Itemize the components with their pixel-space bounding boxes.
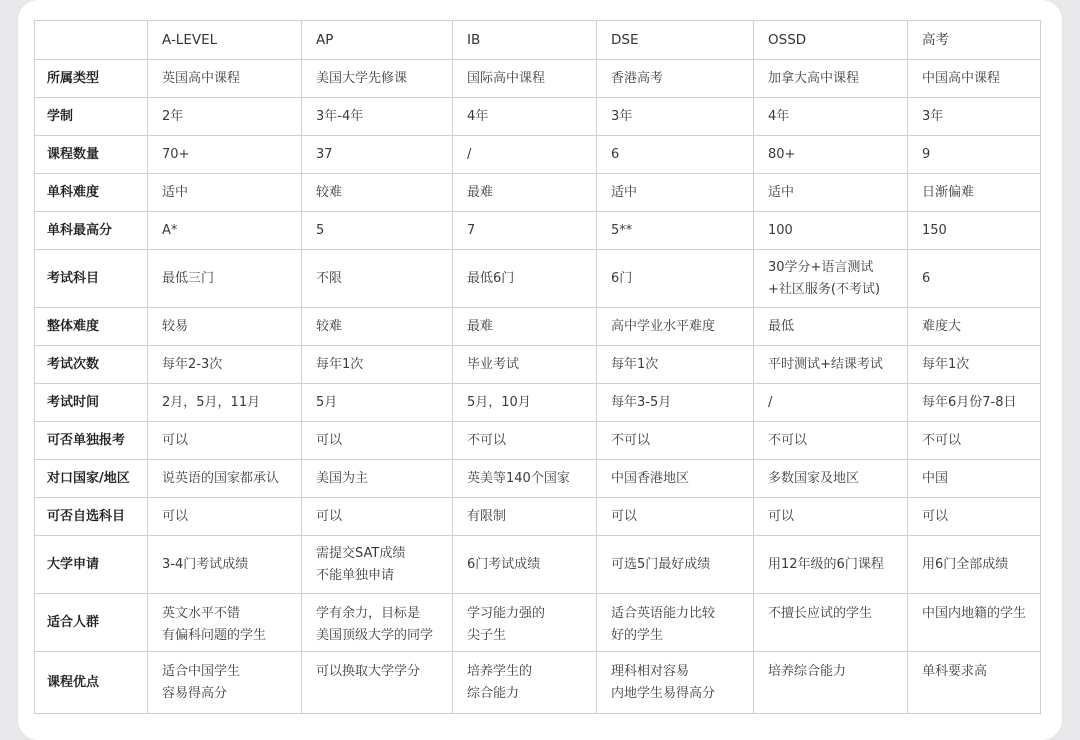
cell-line: 需提交SAT成绩 <box>316 545 406 561</box>
table-cell: 150 <box>908 212 1041 250</box>
table-cell: 英美等140个国家 <box>453 460 597 498</box>
cell-line: +社区服务(不考试) <box>768 281 881 297</box>
table-cell: 最低 <box>754 308 908 346</box>
cell-line: 理科相对容易 <box>611 664 690 679</box>
cell-line: 尖子生 <box>467 628 507 643</box>
cell-line: 适合英语能力比较 <box>611 606 716 621</box>
corner-cell <box>35 21 148 60</box>
cell-line: 综合能力 <box>467 686 520 701</box>
table-cell <box>148 652 302 714</box>
table-row <box>35 498 1041 536</box>
table-cell: 不可以 <box>908 422 1041 460</box>
table-cell: 国际高中课程 <box>453 60 597 98</box>
table-row <box>35 384 1041 422</box>
table-cell: 用12年级的6门课程 <box>754 536 908 594</box>
table-cell: 每年1次 <box>302 346 453 384</box>
cell-line: 学习能力强的 <box>467 606 546 621</box>
table-cell <box>754 250 908 308</box>
column-header: 高考 <box>908 21 1041 60</box>
cell-line: 学有余力，目标是 <box>316 606 421 621</box>
column-header: OSSD <box>754 21 908 60</box>
cell-line: 不能单独申请 <box>316 567 395 583</box>
table-cell <box>302 536 453 594</box>
table-cell: 较难 <box>302 174 453 212</box>
table-cell: 3-4门考试成绩 <box>148 536 302 594</box>
row-header: 考试时间 <box>35 384 148 422</box>
table-cell: 多数国家及地区 <box>754 460 908 498</box>
table-cell: 毕业考试 <box>453 346 597 384</box>
table-cell: 中国 <box>908 460 1041 498</box>
table-cell: 单科要求高 <box>908 652 1041 714</box>
cell-line: 内地学生易得高分 <box>611 686 716 701</box>
table-cell: 中国香港地区 <box>597 460 754 498</box>
row-header: 单科最高分 <box>35 212 148 250</box>
row-header: 所属类型 <box>35 60 148 98</box>
table-cell: 培养综合能力 <box>754 652 908 714</box>
cell-line: 30学分+语言测试 <box>768 259 874 275</box>
table-row <box>35 460 1041 498</box>
table-cell: 6 <box>908 250 1041 308</box>
table-cell: 可以 <box>148 422 302 460</box>
table-cell: 每年1次 <box>908 346 1041 384</box>
row-header: 适合人群 <box>35 594 148 652</box>
table-cell: 最低6门 <box>453 250 597 308</box>
table-cell: 37 <box>302 136 453 174</box>
table-cell: 每年1次 <box>597 346 754 384</box>
cell-line: 英文水平不错 <box>162 606 241 621</box>
table-cell: 可以 <box>908 498 1041 536</box>
table-cell: 不限 <box>302 250 453 308</box>
table-cell: 每年6月份7-8日 <box>908 384 1041 422</box>
table-cell: 5月 <box>302 384 453 422</box>
table-cell: 3年 <box>908 98 1041 136</box>
table-cell: 可以 <box>302 422 453 460</box>
comparison-table-body <box>35 21 1041 714</box>
row-header: 考试科目 <box>35 250 148 308</box>
table-row <box>35 250 1041 308</box>
table-cell <box>302 594 453 652</box>
table-cell: 可以 <box>148 498 302 536</box>
table-cell: 9 <box>908 136 1041 174</box>
table-cell <box>597 594 754 652</box>
table-cell: 4年 <box>453 98 597 136</box>
table-cell: 不可以 <box>754 422 908 460</box>
table-cell: 较难 <box>302 308 453 346</box>
table-cell <box>597 652 754 714</box>
table-row <box>35 536 1041 594</box>
cell-line: 有偏科问题的学生 <box>162 628 267 643</box>
column-header: A-LEVEL <box>148 21 302 60</box>
table-cell: / <box>453 136 597 174</box>
table-cell: 80+ <box>754 136 908 174</box>
table-cell: 可以 <box>754 498 908 536</box>
cell-line: 培养学生的 <box>467 664 533 679</box>
table-cell: 7 <box>453 212 597 250</box>
table-cell: 3年 <box>597 98 754 136</box>
table-row <box>35 594 1041 652</box>
cell-line: 容易得高分 <box>162 686 228 701</box>
table-cell: 英国高中课程 <box>148 60 302 98</box>
table-row <box>35 652 1041 714</box>
table-cell <box>453 594 597 652</box>
table-cell: 5** <box>597 212 754 250</box>
row-header: 课程优点 <box>35 652 148 714</box>
table-cell: 适中 <box>597 174 754 212</box>
table-row <box>35 174 1041 212</box>
table-cell: 美国大学先修课 <box>302 60 453 98</box>
row-header: 整体难度 <box>35 308 148 346</box>
table-cell: 日渐偏难 <box>908 174 1041 212</box>
table-cell: 2年 <box>148 98 302 136</box>
table-cell: 不可以 <box>597 422 754 460</box>
table-cell: 说英语的国家都承认 <box>148 460 302 498</box>
table-cell: 用6门全部成绩 <box>908 536 1041 594</box>
table-cell: 5月，10月 <box>453 384 597 422</box>
table-cell: 香港高考 <box>597 60 754 98</box>
table-cell: 70+ <box>148 136 302 174</box>
column-header: IB <box>453 21 597 60</box>
table-row <box>35 346 1041 384</box>
row-header: 大学申请 <box>35 536 148 594</box>
table-row <box>35 60 1041 98</box>
table-cell: 100 <box>754 212 908 250</box>
table-cell: 难度大 <box>908 308 1041 346</box>
table-cell: 中国高中课程 <box>908 60 1041 98</box>
table-cell: 4年 <box>754 98 908 136</box>
column-header: AP <box>302 21 453 60</box>
table-cell: 适中 <box>754 174 908 212</box>
row-header: 可否单独报考 <box>35 422 148 460</box>
table-header-row <box>35 21 1041 60</box>
table-row <box>35 422 1041 460</box>
table-row <box>35 136 1041 174</box>
comparison-table <box>34 20 1041 714</box>
table-cell: 加拿大高中课程 <box>754 60 908 98</box>
table-row <box>35 98 1041 136</box>
table-cell: 最低三门 <box>148 250 302 308</box>
table-cell: 不擅长应试的学生 <box>754 594 908 652</box>
cell-line: 美国顶级大学的同学 <box>316 628 434 643</box>
row-header: 考试次数 <box>35 346 148 384</box>
table-card <box>18 0 1062 740</box>
table-cell: 较易 <box>148 308 302 346</box>
table-cell: 中国内地籍的学生 <box>908 594 1041 652</box>
table-cell: 可以换取大学学分 <box>302 652 453 714</box>
row-header: 学制 <box>35 98 148 136</box>
table-row <box>35 212 1041 250</box>
table-cell: 可以 <box>597 498 754 536</box>
cell-line: 适合中国学生 <box>162 664 241 679</box>
table-cell <box>148 594 302 652</box>
table-cell: 3年-4年 <box>302 98 453 136</box>
cell-line: 好的学生 <box>611 628 664 643</box>
table-cell: 6 <box>597 136 754 174</box>
table-cell: 6门考试成绩 <box>453 536 597 594</box>
table-cell: 高中学业水平难度 <box>597 308 754 346</box>
table-row <box>35 308 1041 346</box>
table-cell: 适中 <box>148 174 302 212</box>
table-cell: 每年2-3次 <box>148 346 302 384</box>
table-cell: 可以 <box>302 498 453 536</box>
row-header: 单科难度 <box>35 174 148 212</box>
row-header: 可否自选科目 <box>35 498 148 536</box>
column-header: DSE <box>597 21 754 60</box>
table-cell: 不可以 <box>453 422 597 460</box>
table-cell <box>453 652 597 714</box>
table-cell: A* <box>148 212 302 250</box>
table-cell: 最难 <box>453 308 597 346</box>
table-cell: 6门 <box>597 250 754 308</box>
row-header: 对口国家/地区 <box>35 460 148 498</box>
table-cell: 2月，5月，11月 <box>148 384 302 422</box>
table-cell: / <box>754 384 908 422</box>
table-cell: 美国为主 <box>302 460 453 498</box>
table-cell: 最难 <box>453 174 597 212</box>
table-cell: 每年3-5月 <box>597 384 754 422</box>
table-cell: 5 <box>302 212 453 250</box>
table-cell: 平时测试+结课考试 <box>754 346 908 384</box>
table-cell: 可选5门最好成绩 <box>597 536 754 594</box>
row-header: 课程数量 <box>35 136 148 174</box>
table-cell: 有限制 <box>453 498 597 536</box>
